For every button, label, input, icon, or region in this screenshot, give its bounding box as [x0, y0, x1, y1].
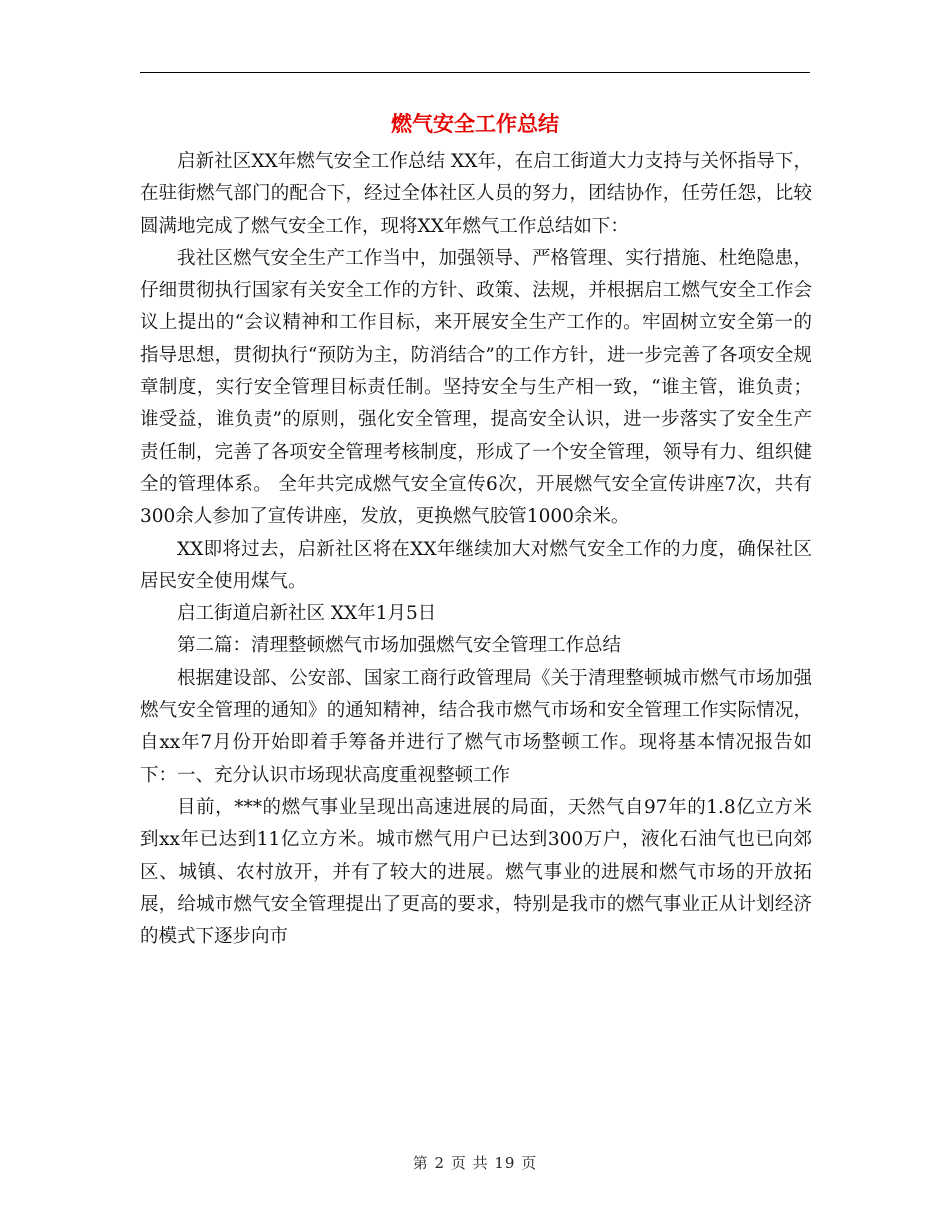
page-number: 第 2 页 共 19 页 — [412, 1154, 538, 1172]
paragraph: 第二篇：清理整顿燃气市场加强燃气安全管理工作总结 — [177, 635, 622, 657]
header-rule — [140, 72, 810, 73]
paragraph: 目前，***的燃气事业呈现出高速进展的局面，天然气自97年的1.8亿立方米到xx年已达到11亿立方米。城市燃气用户已达到300万户，液化石油气也已向郊区、城镇、农村放开，并有了较大的进展。燃气事业的进展和燃气市场的开放拓展，给城市燃气安全管理提出了更高的要求，特别是我市的燃气事业正从计划经济的模式下逐步向市 — [140, 796, 812, 948]
paragraph: 我社区燃气安全生产工作当中，加强领导、严格管理、实行措施、杜绝隐患，仔细贯彻执行国家有关安全工作的方针、政策、法规，并根据启工燃气安全工作会议上提出的“会议精神和工作目标，来开展安全生产工作的。牢固树立安全第一的指导思想，贯彻执行“预防为主，防消结合”的工作方针，进一步完善了各项安全规章制度，实行安全管理目标责任制。坚持安全与生产相一致，“谁主管，谁负责；谁受益，谁负责”的原则，强化安全管理，提高安全认识，进一步落实了安全生产责任制，完善了各项安全管理考核制度，形成了一个安全管理，领导有力、组织健全的管理体系。 全年共完成燃气安全宣传6次，开展燃气安全宣传讲座7次，共有300余人参加了宣传讲座，发放，更换燃气胶管1000余米。 — [140, 247, 812, 528]
paragraph: 启工街道启新社区 XX年1月5日 — [177, 603, 437, 625]
paragraph: 启新社区XX年燃气安全工作总结 XX年，在启工街道大力支持与关怀指导下，在驻街燃气部门的配合下，经过全体社区人员的努力，团结协作，任劳任怨，比较圆满地完成了燃气安全工作，现将XX年燃气工作总结如下： — [140, 151, 812, 237]
document-title: 燃气安全工作总结 — [391, 112, 559, 136]
document-body — [140, 146, 812, 953]
paragraph: 根据建设部、公安部、国家工商行政管理局《关于清理整顿城市燃气市场加强燃气安全管理的通知》的通知精神，结合我市燃气市场和安全管理工作实际情况，自xx年7月份开始即着手筹备并进行了燃气市场整顿工作。现将基本情况报告如下：一、充分认识市场现状高度重视整顿工作 — [140, 667, 812, 786]
paragraph: XX即将过去，启新社区将在XX年继续加大对燃气安全工作的力度，确保社区居民安全使用煤气。 — [140, 538, 812, 592]
